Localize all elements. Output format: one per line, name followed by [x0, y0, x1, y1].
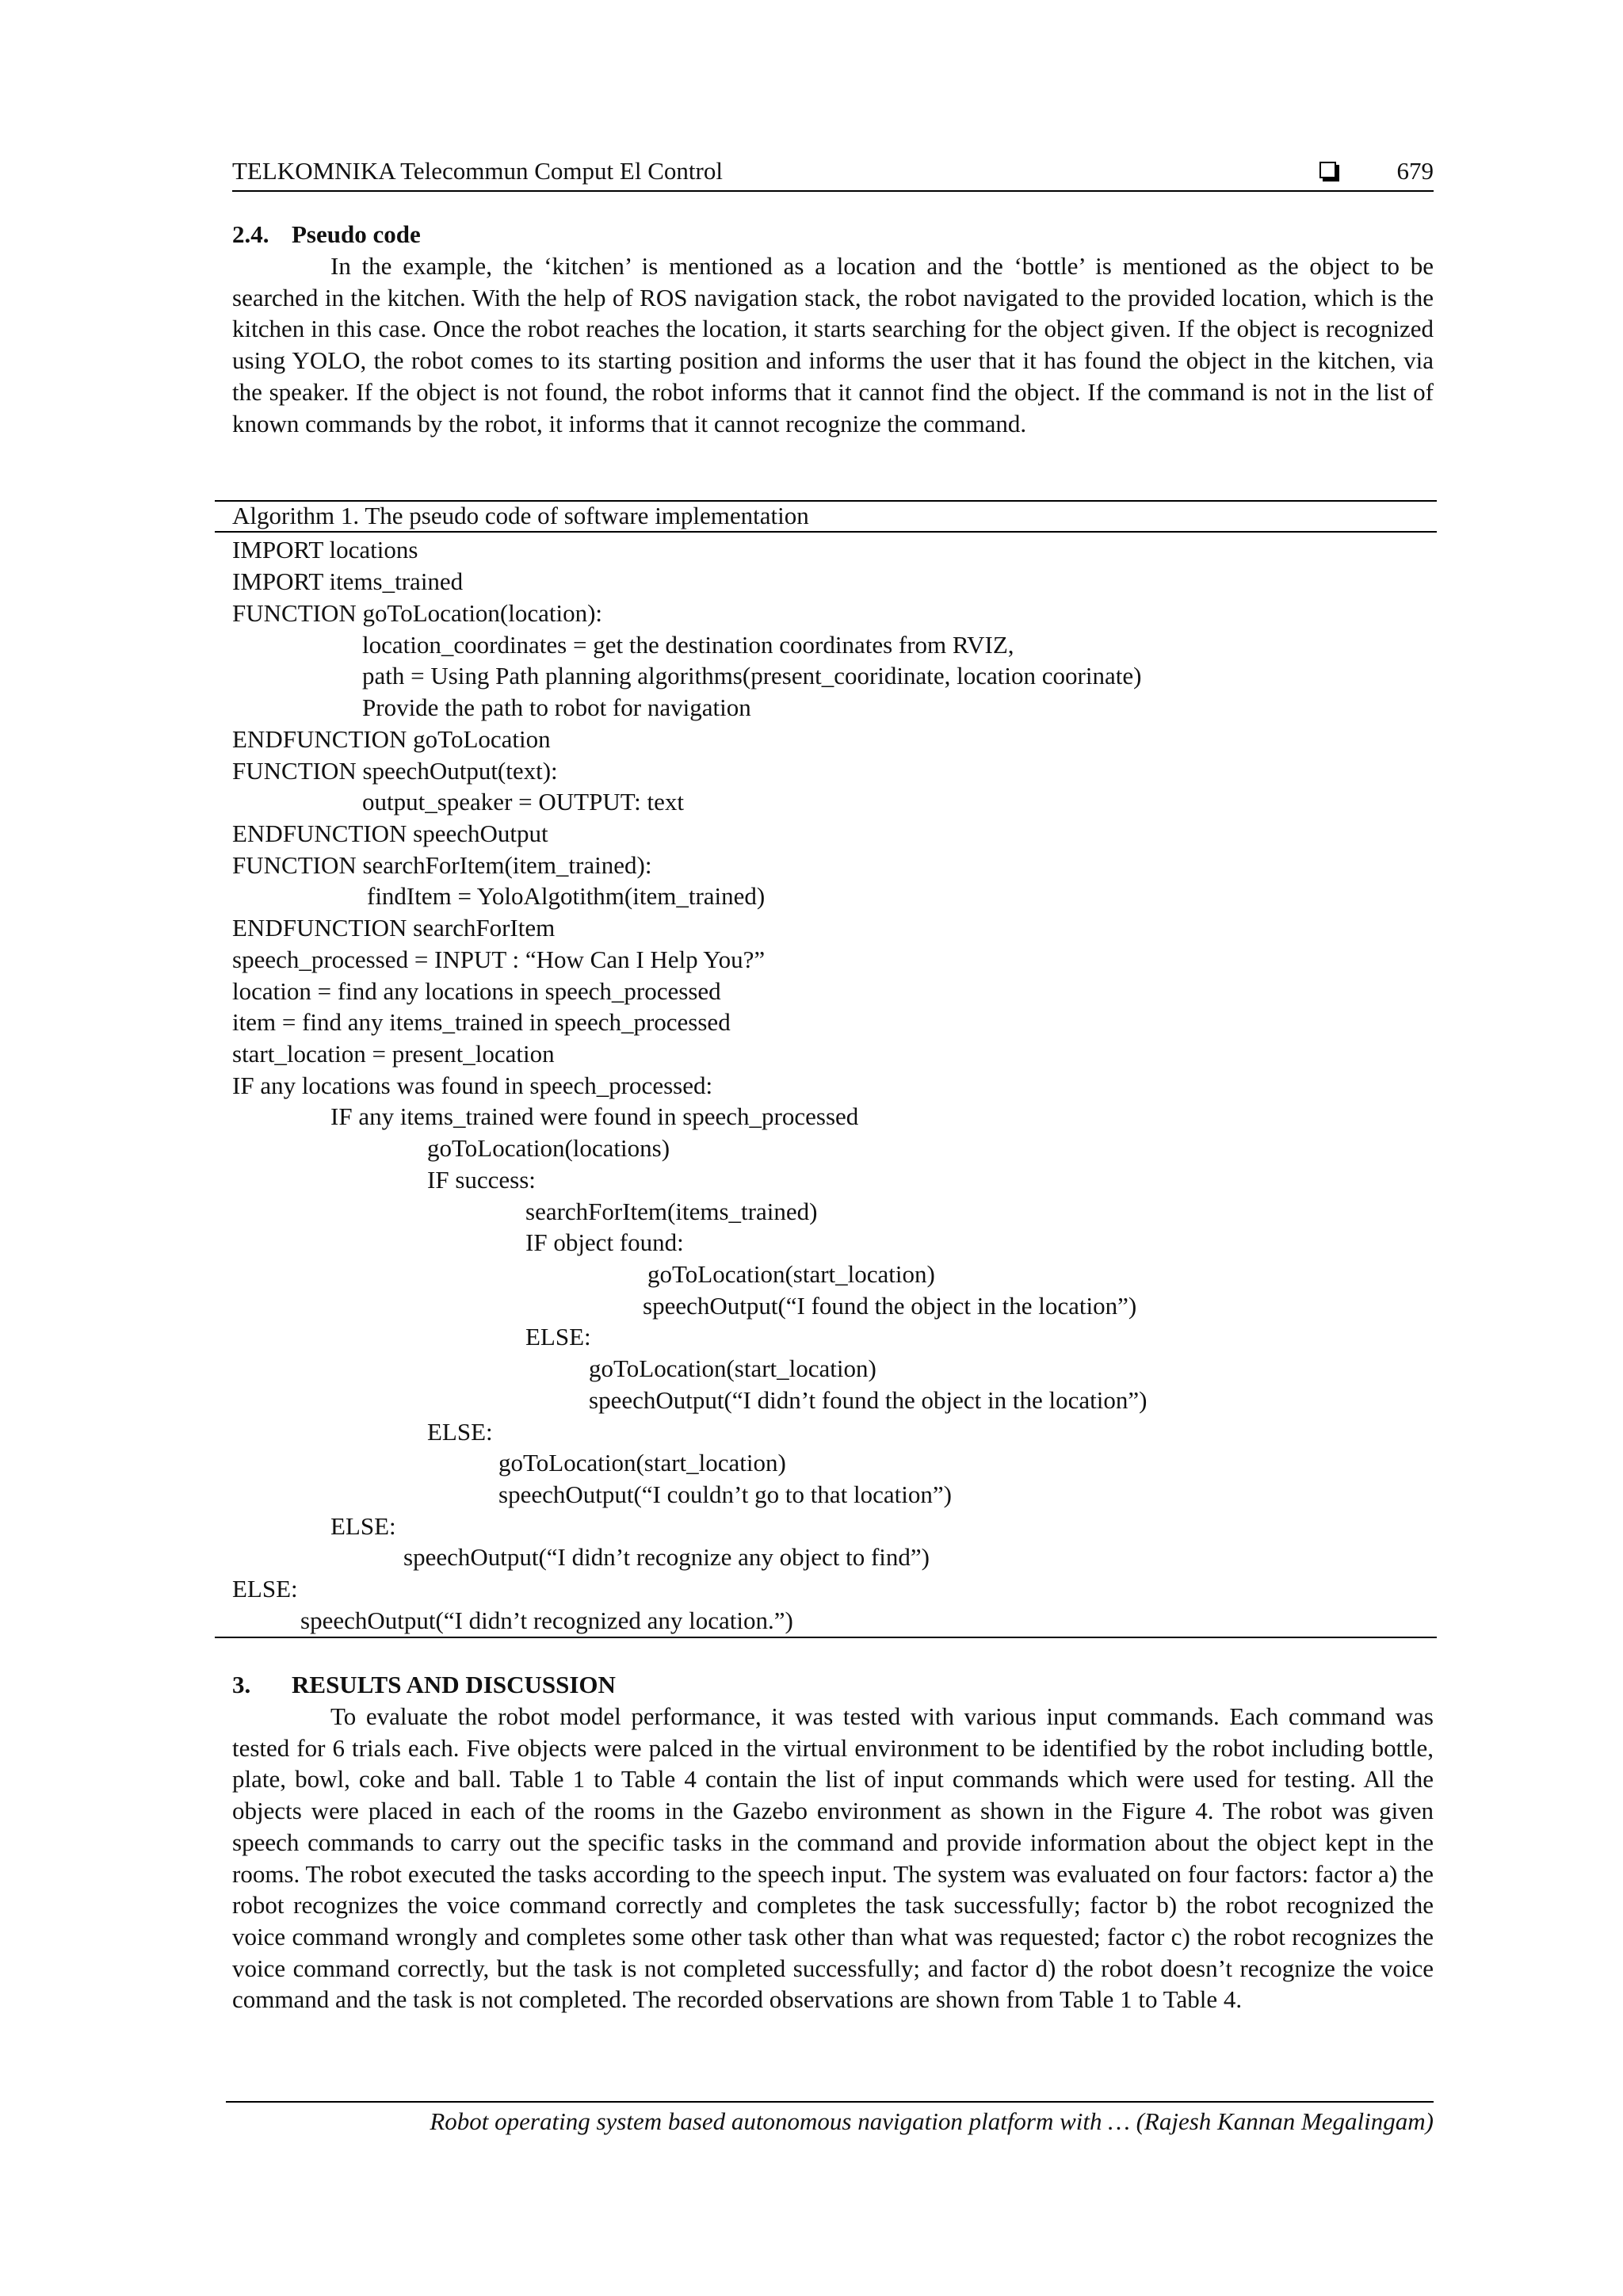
code-line: speechOutput(“I didn’t found the object in the location”)	[589, 1386, 1148, 1414]
code-line: searchForItem(items_trained)	[525, 1198, 818, 1225]
section-3-heading	[232, 1669, 1434, 1701]
section-title: Pseudo code	[292, 220, 421, 248]
box-icon	[1319, 162, 1336, 178]
code-line: ENDFUNCTION searchForItem	[232, 914, 556, 942]
code-line: speechOutput(“I didn’t recognized any location.”)	[300, 1606, 793, 1634]
code-line: IF object found:	[525, 1228, 684, 1256]
section-2-4	[232, 219, 1434, 439]
code-line: ELSE:	[427, 1418, 493, 1446]
code-line: FUNCTION searchForItem(item_trained):	[232, 851, 652, 879]
code-line: findItem = YoloAlgotithm(item_trained)	[367, 882, 766, 910]
algorithm-caption: Algorithm 1. The pseudo code of software implementation	[215, 500, 1437, 533]
code-line: ELSE:	[330, 1512, 396, 1540]
code-line: ELSE:	[232, 1575, 298, 1603]
section-number: 2.4.	[232, 220, 269, 248]
code-line: speech_processed = INPUT : “How Can I Help You?”	[232, 946, 766, 973]
running-header	[232, 157, 1434, 192]
journal-title: TELKOMNIKA Telecommun Comput El Control	[232, 157, 723, 185]
code-line: ENDFUNCTION goToLocation	[232, 725, 551, 753]
code-line: goToLocation(start_location)	[647, 1260, 935, 1288]
section-2-4-paragraph: In the example, the ‘kitchen’ is mentioned as a location and the ‘bottle’ is mentioned as the object to be searched in the kitchen. With the help of ROS navigation stack, the robot navigated to the provided location, which is the kitchen in this case. Once the robot reaches the location, it starts searching for the object given. If the object is recognized using YOLO, the robot comes to its starting position and informs the user that it has found the object in the kitchen, via the speaker. If the object is not found, the robot informs that it cannot find the object. If the command is not in the list of known commands by the robot, it informs that it cannot recognize the command.	[232, 252, 1434, 437]
code-line: IF success:	[427, 1166, 536, 1194]
code-line: goToLocation(locations)	[427, 1134, 670, 1162]
section-number: 3.	[232, 1671, 251, 1698]
code-line: FUNCTION goToLocation(location):	[232, 599, 603, 627]
algorithm-box	[215, 500, 1437, 1638]
section-title: RESULTS AND DISCUSSION	[292, 1671, 616, 1698]
code-line: Provide the path to robot for navigation	[362, 693, 751, 721]
algorithm-lines	[215, 533, 1437, 1638]
code-line: IF any locations was found in speech_processed:	[232, 1072, 713, 1099]
code-line: item = find any items_trained in speech_processed	[232, 1008, 731, 1036]
code-line: ENDFUNCTION speechOutput	[232, 819, 548, 847]
code-line: output_speaker = OUTPUT: text	[362, 788, 684, 816]
code-line: speechOutput(“I didn’t recognize any object to find”)	[403, 1543, 930, 1571]
code-line: path = Using Path planning algorithms(present_cooridinate, location coorinate)	[362, 662, 1142, 690]
code-line: start_location = present_location	[232, 1040, 555, 1068]
code-line: location_coordinates = get the destination coordinates from RVIZ,	[362, 631, 1014, 659]
code-line: speechOutput(“I couldn’t go to that location”)	[498, 1480, 952, 1508]
code-line: FUNCTION speechOutput(text):	[232, 757, 558, 785]
section-2-4-heading	[232, 219, 1434, 250]
code-line: goToLocation(start_location)	[498, 1449, 786, 1477]
code-line: ELSE:	[525, 1323, 591, 1350]
code-line: IMPORT locations	[232, 536, 418, 563]
code-line: goToLocation(start_location)	[589, 1354, 876, 1382]
code-line: location = find any locations in speech_processed	[232, 977, 721, 1005]
code-line: speechOutput(“I found the object in the location”)	[643, 1292, 1137, 1320]
code-line: IMPORT items_trained	[232, 567, 464, 595]
section-3	[232, 1669, 1434, 2015]
running-footer: Robot operating system based autonomous navigation platform with … (Rajesh Kannan Megalingam)	[226, 2101, 1434, 2136]
section-3-paragraph: To evaluate the robot model performance, it was tested with various input commands. Each command was tested for 6 trials each. Five objects were palced in the virtual environment to be identified by the robot including bottle, plate, bowl, coke and ball. Table 1 to Table 4 contain the list of input commands which were used for testing. All the objects were placed in each of the rooms in the Gazebo environment as shown in the Figure 4. The robot was given speech commands to carry out the specific tasks in the command and provide information about the object kept in the rooms. The robot executed the tasks according to the speech input. The system was evaluated on four factors: factor a) the robot recognizes the voice command correctly and completes the task successfully; factor b) the robot recognized the voice command wrongly and completes some other task other than what was requested; factor c) the robot recognizes the voice command correctly, but the task is not completed successfully; and factor d) the robot doesn’t recognize the voice command and the task is not completed. The recorded observations are shown from Table 1 to Table 4.	[232, 1702, 1434, 2014]
code-line: IF any items_trained were found in speech_processed	[330, 1102, 859, 1130]
page-number: 679	[1396, 157, 1434, 185]
